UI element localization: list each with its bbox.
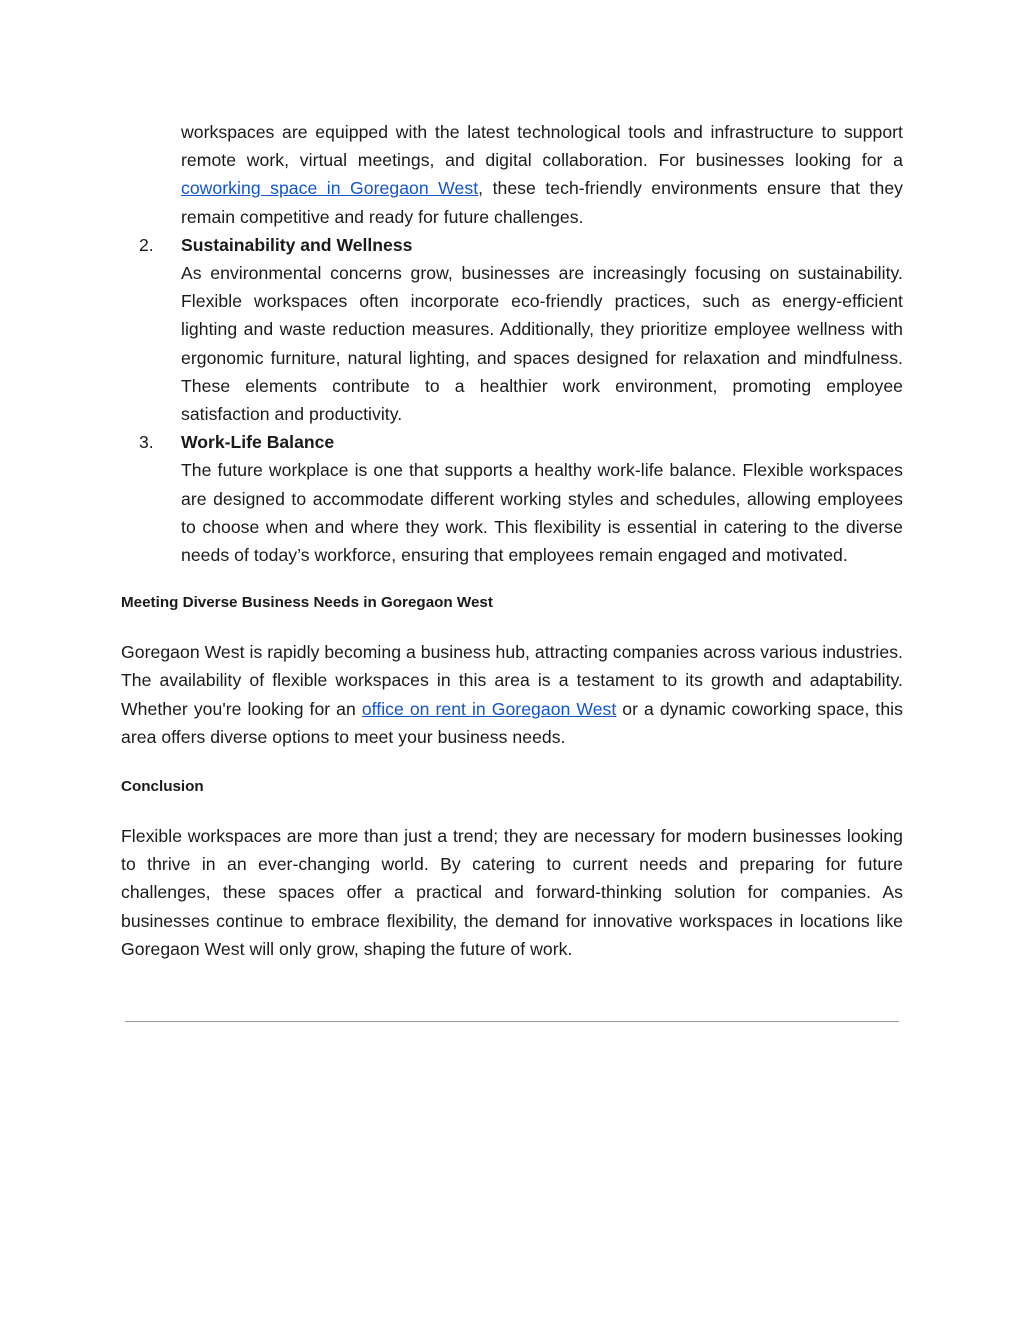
list-item-2-title: Sustainability and Wellness <box>181 234 413 255</box>
list-item-2 <box>139 231 903 428</box>
business-needs-heading: Meeting Diverse Business Needs in Goregaon West <box>121 594 493 612</box>
conclusion-heading: Conclusion <box>121 778 204 796</box>
list-item-2-body: As environmental concerns grow, businesses are increasingly focusing on sustainability. Flexible workspaces often incorporate eco-friendly practices, such as energy-efficient lighting and waste reduction measures. Additionally, they prioritize employee wellness with ergonomic furniture, natural lighting, and spaces designed for relaxation and mindfulness. These elements contribute to a healthier work environment, promoting employee satisfaction and productivity. <box>181 263 903 425</box>
document-page <box>121 118 903 963</box>
conclusion-paragraph: Flexible workspaces are more than just a trend; they are necessary for modern businesses looking to thrive in an ever-changing world. By catering to current needs and preparing for future challenges, these spaces offer a practical and forward-thinking solution for companies. As businesses continue to embrace flexibility, the demand for innovative workspaces in locations like Goregaon West will only grow, shaping the future of work. <box>121 826 903 959</box>
office-on-rent-link[interactable]: office on rent in Goregaon West <box>361 698 617 719</box>
list-item-3-body: The future workplace is one that supports a healthy work-life balance. Flexible workspaces are designed to accommodate different working styles and schedules, allowing employees to choose when and where they work. This flexibility is essential in catering to the diverse needs of today’s workforce, ensuring that employees remain engaged and motivated. <box>181 460 903 566</box>
horizontal-divider <box>125 1021 899 1022</box>
list-item-2-number: 2. <box>139 234 154 255</box>
list-item-1-continuation <box>181 118 903 231</box>
coworking-space-link[interactable]: coworking space in Goregaon West <box>181 178 479 199</box>
intro-text-before-link: workspaces are equipped with the latest technological tools and infrastructure to support remote work, virtual meetings, and digital collaboration. For businesses looking for a <box>181 122 903 171</box>
business-needs-paragraph <box>121 638 903 751</box>
business-needs-text-before-link: Goregaon West is rapidly becoming a business hub, attracting companies across various industries. The availability of flexible workspaces in this area is a testament to its growth and adaptability. Whether you're looking for an <box>121 642 903 719</box>
list-item-3 <box>139 428 903 569</box>
business-needs-text-after-link: or a dynamic coworking space, this area offers diverse options to meet your business needs. <box>121 698 903 747</box>
list-item-3-number: 3. <box>139 432 154 453</box>
list-item-3-title: Work-Life Balance <box>181 432 335 453</box>
intro-text-after-link: , these tech-friendly environments ensure that they remain competitive and ready for future challenges. <box>181 178 903 227</box>
